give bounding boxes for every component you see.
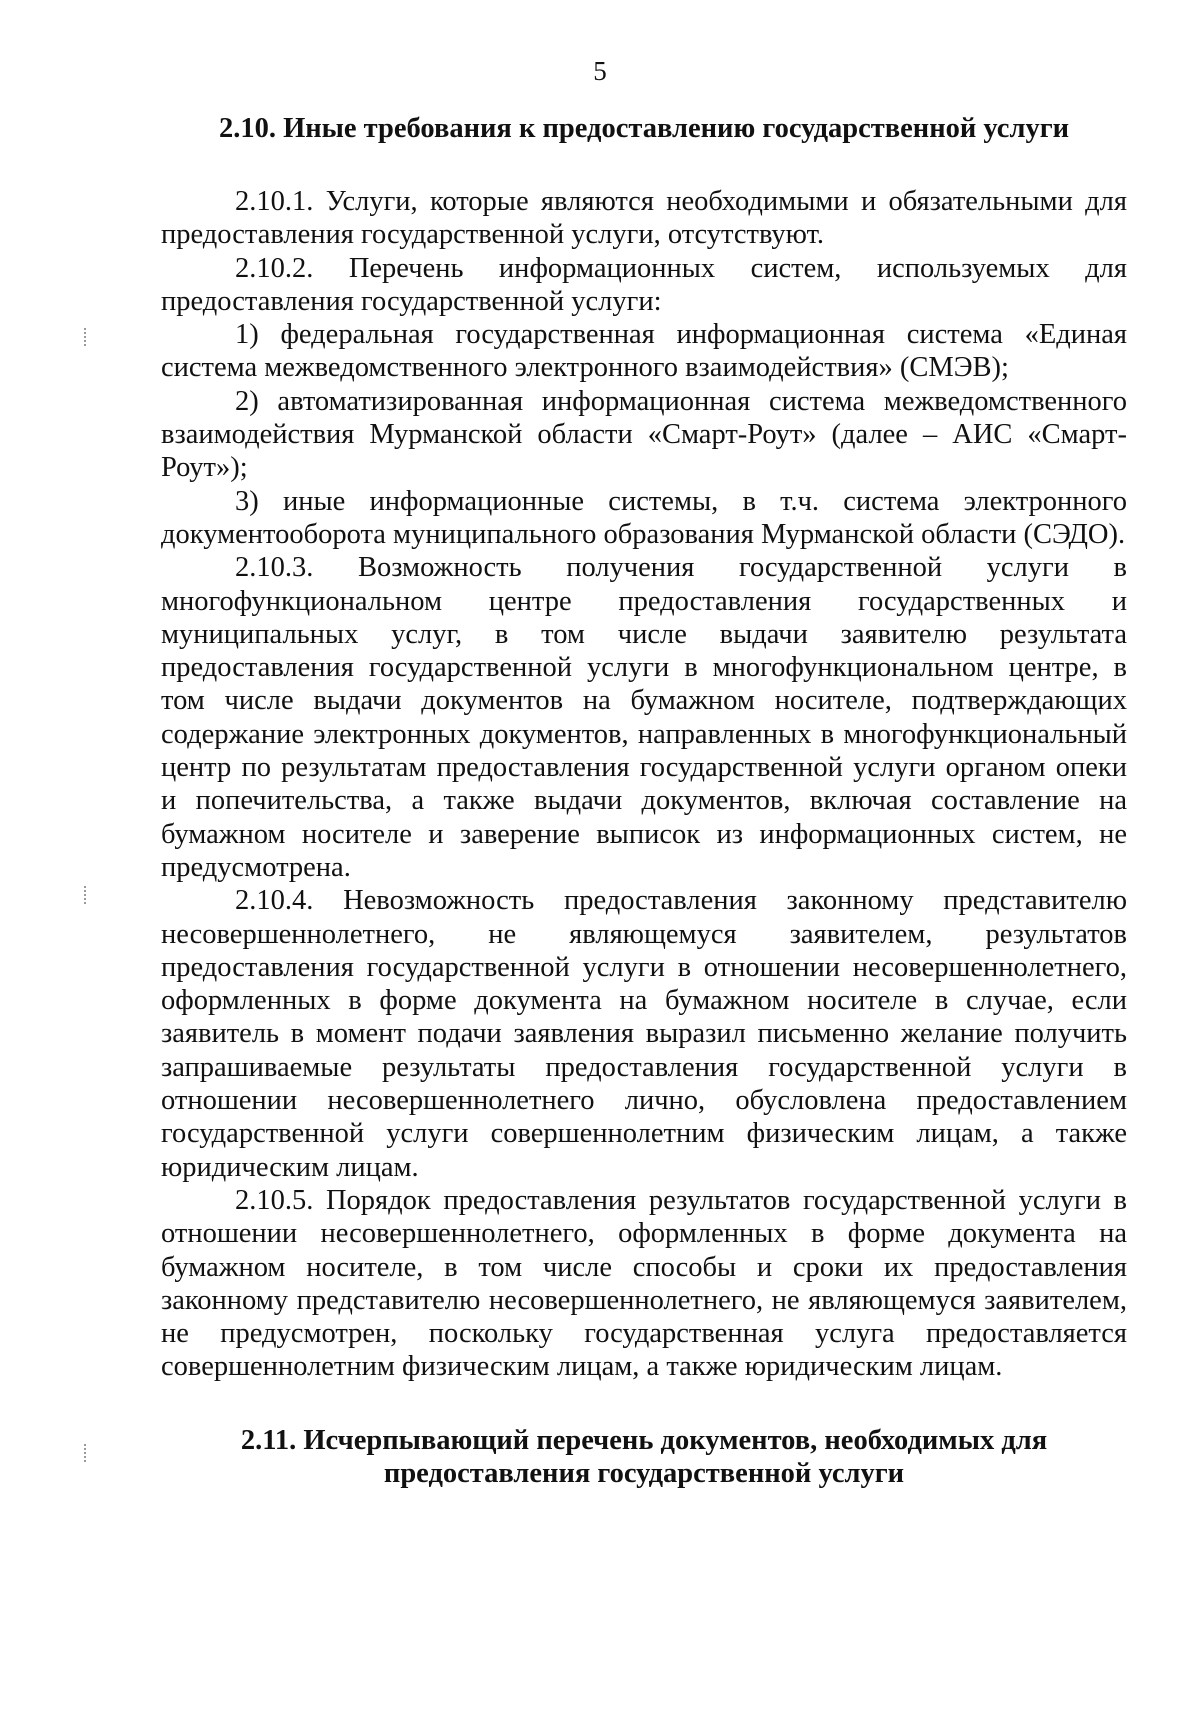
paragraph-2-10-3: 2.10.3. Возможность получения государственной услуги в многофункциональном центре предоставления государственных и муниципальных услуг, в том числе выдачи заявителю результата предоставления государственной услуги в многофункциональном центре, в том числе выдачи документов на бумажном носителе, подтверждающих содержание электронных документов, направленных в многофункциональный центр по результатам предоставления государственной услуги органом опеки и попечительства, а также выдачи документов, включая составление на бумажном носителе и заверение выписок из информационных систем, не предусмотрена. [161,552,1127,883]
paragraph-2-10-4: 2.10.4. Невозможность предоставления законному представителю несовершеннолетнего, не являющемуся заявителем, результатов предоставления государственной услуги в отношении несовершеннолетнего, оформленных в форме документа на бумажном носителе в случае, если заявитель в момент подачи заявления выразил письменно желание получить запрашиваемые результаты предоставления государственной услуги в отношении несовершеннолетнего лично, обусловлена предоставлением государственной услуги совершеннолетним физическим лицам, а также юридическим лицам. [161,885,1127,1183]
list-item-smart-rout: 2) автоматизированная информационная система межведомственного взаимодействия Мурманской области «Смарт-Роут» (далее – АИС «Смарт-Роут»); [161,385,1127,484]
paragraph-2-10-1: 2.10.1. Услуги, которые являются необходимыми и обязательными для предоставления государственной услуги, отсутствуют. [161,186,1127,251]
margin-mark [84,886,89,904]
paragraph-2-10-2: 2.10.2. Перечень информационных систем, используемых для предоставления государственной услуги: [161,252,1127,317]
section-heading-2-11 [161,1424,1127,1490]
paragraph-2-10-5: 2.10.5. Порядок предоставления результатов государственной услуги в отношении несовершеннолетнего, оформленных в форме документа на бумажном носителе, в том числе способы и сроки их предоставления законному представителю несовершеннолетнего, не являющемуся заявителем, не предусмотрен, поскольку государственная услуга предоставляется совершеннолетним физическим лицам, а также юридическим лицам. [161,1184,1127,1383]
section-heading-2-11-line-1: 2.11. Исчерпывающий перечень документов, необходимых для [240,1424,1048,1456]
document-body [161,112,1127,1490]
list-item-sedo: 3) иные информационные системы, в т.ч. система электронного документооборота муниципального образования Мурманской области (СЭДО). [161,485,1127,550]
page-number: 5 [593,56,607,86]
margin-mark [84,328,89,346]
margin-mark [84,1444,89,1462]
section-heading-2-11-line-2: предоставления государственной услуги [383,1457,905,1489]
list-item-smev: 1) федеральная государственная информационная система «Единая система межведомственного электронного взаимодействия» (СМЭВ); [161,319,1127,384]
section-heading-2-10: 2.10. Иные требования к предоставлению государственной услуги [218,113,1070,144]
